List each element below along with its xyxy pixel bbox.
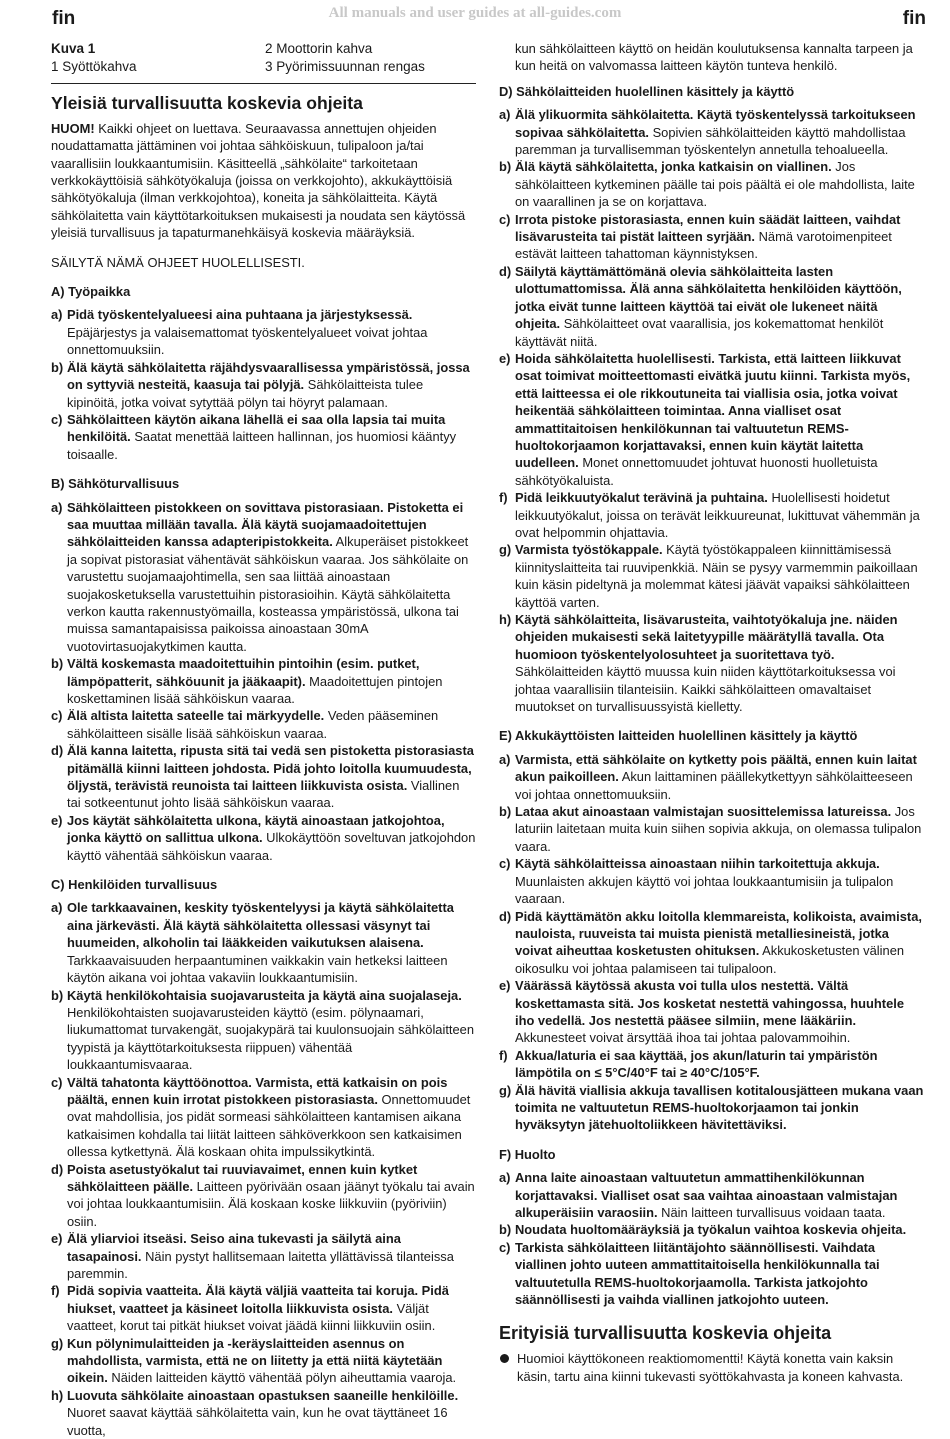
item-bold-text: Käytä henkilökohtaisia suojavarusteita ja käytä aina suojalaseja. xyxy=(67,987,462,1003)
item-bold-text: Älä ylikuormita sähkölaitetta. Käytä työskentelyssä tarkoitukseen sopivaa sähkölaitetta. xyxy=(515,107,916,140)
section-item xyxy=(51,1282,476,1334)
item-letter: e) xyxy=(51,812,63,828)
item-text: Huolellisesti hoidetut leikkuutyökalut, joissa on terävät leikkuureunat, lukittuvat vähemmän ja ovat helpommin ohjattavia. xyxy=(515,490,920,540)
item-bold-text: Luovuta sähkölaite ainoastaan opastuksen saaneille henkilöille. xyxy=(67,1387,459,1403)
item-text: Jos sähkölaitteen kytkeminen päälle tai pois päältä ei ole mahdollista, laite on vaarallinen ja se on korjattava. xyxy=(515,159,915,210)
left-column xyxy=(51,40,476,1439)
section-item xyxy=(499,1221,925,1238)
section-item xyxy=(51,1230,476,1282)
item-letter: c) xyxy=(499,856,511,872)
section-c-continued: kun sähkölaitteen käyttö on heidän koulutuksensa kannalta tarpeen ja kun heitä on valvomassa laitteen käytön tunteva henkilö. xyxy=(515,41,913,74)
item-letter: b) xyxy=(51,359,64,375)
section-heading: E) Akkukäyttöisten laitteiden huolellinen käsittely ja käyttö xyxy=(499,728,858,744)
item-body xyxy=(515,158,925,210)
section-item xyxy=(51,1074,476,1161)
item-body xyxy=(67,411,476,463)
item-text: Nuoret saavat käyttää sähkölaitetta vain, kun he ovat täyttäneet 16 vuotta, xyxy=(67,1405,448,1438)
special-safety-title: Erityisiä turvallisuutta koskevia ohjeita xyxy=(499,1323,832,1344)
item-bold-text: Älä kanna laitetta, ripusta sitä tai vedä sen pistoketta pistorasiasta pitämällä kiinni laitteen johdosta. Pidä johto loitolla kuumuudesta, öljystä, terävistä reunoista tai laitteen liikkuvista osista. xyxy=(67,743,474,794)
item-letter: h) xyxy=(499,612,512,627)
item-text: Veden pääseminen sähkölaitteen sisälle lisää sähköiskun vaaraa. xyxy=(67,708,439,741)
section-item xyxy=(499,908,925,978)
item-bold-text: Käytä sähkölaitteissa ainoastaan niihin tarkoitettuja akkuja. xyxy=(515,856,880,872)
section-heading: D) Sähkölaitteiden huolellinen käsittely ja käyttö xyxy=(499,83,795,99)
section-item xyxy=(499,489,925,541)
item-body xyxy=(67,1230,476,1282)
section-item xyxy=(499,1169,925,1221)
item-letter: a) xyxy=(499,751,511,767)
item-text: Tarkkaavaisuuden herpaantuminen vaikkakin vain hetkeksi laitteen käytön aikana voi johtaa vakaviin loukkaantumisiin. xyxy=(67,952,448,986)
section-item xyxy=(499,1082,925,1134)
item-text: Akkukosketusten välinen oikosulku voi johtaa palamiseen tai tulipaloon. xyxy=(515,943,905,976)
item-letter: b) xyxy=(51,987,64,1003)
item-letter: a) xyxy=(499,1170,511,1186)
item-body xyxy=(67,306,476,358)
section-item xyxy=(51,899,476,986)
section-item xyxy=(51,655,476,707)
item-body xyxy=(515,1082,925,1134)
item-body xyxy=(67,1161,476,1231)
item-bold-text: Älä hävitä viallisia akkuja tavallisen kotitalousjätteen mukana vaan toimita ne valtuutetun REMS-huoltokorjaamon tai jonkin hyväksytyn jätehuoltoliikkeen hävitettäviksi. xyxy=(515,1082,924,1133)
item-body xyxy=(67,359,476,411)
item-bold-text: Älä yliarvioi itseäsi. Seiso aina tukevasti ja säilytä aina tasapainosi. xyxy=(67,1231,401,1264)
huom-label: HUOM! xyxy=(51,120,95,136)
item-body xyxy=(515,1169,925,1221)
item-bold-text: Älä altista laitetta sateelle tai märkyydelle. xyxy=(67,708,325,724)
item-letter: d) xyxy=(51,743,64,759)
item-letter: g) xyxy=(499,1082,512,1098)
section-item xyxy=(499,263,925,350)
keep-instructions: SÄILYTÄ NÄMÄ OHJEET HUOLELLISESTI. xyxy=(51,254,305,270)
section-item xyxy=(51,411,476,463)
section-item xyxy=(499,541,925,611)
item-body xyxy=(515,803,925,855)
bullet-icon xyxy=(500,1354,509,1363)
item-body xyxy=(515,1221,925,1238)
item-letter: g) xyxy=(499,542,512,558)
section-item xyxy=(51,1335,476,1387)
item-bold-text: Pidä työskentelyalueesi aina puhtaana ja järjestyksessä. xyxy=(67,307,413,323)
section-d xyxy=(499,83,925,716)
item-letter: a) xyxy=(51,307,63,323)
item-text: Monet onnettomuudet johtuvat huonosti huolletuista sähkötyökaluista. xyxy=(515,455,878,488)
item-bold-text: Anna laite ainoastaan valtuutetun ammattihenkilökunnan korjattavaksi. Vialliset osat saa vaihtaa ainoastaan valmistajan alkuperäisiin varaosiin. xyxy=(515,1170,898,1220)
item-letter: b) xyxy=(499,804,512,820)
item-letter: c) xyxy=(51,1074,63,1090)
item-letter: a) xyxy=(51,900,63,916)
item-text: Henkilökohtaisten suojavarusteiden käyttö (esim. pölynaamari, liukumattomat turvakengät, suojakypärä tai kuulonsuojain sähkölaitteen tyypistä ja käyttötarkoituksesta riippuen) vähentää loukkaantumisvaaraa. xyxy=(67,1004,475,1073)
item-bold-text: Sähkölaitteen käytön aikana lähellä ei saa olla lapsia tai muita henkilöitä. xyxy=(67,411,446,445)
item-body xyxy=(67,1387,476,1439)
item-letter: g) xyxy=(51,1335,64,1351)
section-item xyxy=(499,1239,925,1309)
item-bold-text: Pidä leikkuutyökalut terävinä ja puhtaina. xyxy=(515,490,768,506)
item-body xyxy=(67,987,476,1074)
item-text: Sähkölaitteet ovat vaarallisia, jos kokemattomat henkilöt käyttävät niitä. xyxy=(515,316,884,349)
item-letter: e) xyxy=(499,978,511,994)
section-a xyxy=(51,283,476,463)
page-language-right: fin xyxy=(902,8,926,29)
figure-title: Kuva 1 xyxy=(51,41,96,56)
figure-caption-row-1 xyxy=(51,40,476,58)
page-language-left: fin xyxy=(52,8,76,29)
divider xyxy=(51,83,476,84)
item-letter: c) xyxy=(499,1239,511,1255)
section-item xyxy=(51,499,476,656)
item-letter: c) xyxy=(51,411,63,427)
item-bold-text: Säilytä käyttämättömänä olevia sähkölaitteita lasten ulottumattomissa. Älä anna sähkölaitetta henkilöiden käyttöön, jotka eivät tunne laitteen käyttöä tai eivät ole lukeneet näitä ohjeita. xyxy=(515,263,902,332)
section-c xyxy=(51,876,476,1439)
item-bold-text: Lataa akut ainoastaan valmistajan suosittelemissa latureissa. xyxy=(515,804,892,820)
figure-part-1: 1 Syöttökahva xyxy=(51,59,137,75)
item-letter: e) xyxy=(499,350,511,366)
item-text: Käytä työstökappaleen kiinnittämisessä kiinnityslaitteita tai ruuvipenkkiä. Näin se pysyy varmemmin paikoillaan kuin käsin pideltynä ja molemmat kätesi jäävät vapaiksi sähkölaitteen käyttöä varten. xyxy=(515,542,918,610)
section-e xyxy=(499,727,925,1133)
section-item xyxy=(499,751,925,803)
section-item xyxy=(51,707,476,742)
item-letter: c) xyxy=(499,211,511,227)
item-body xyxy=(515,855,925,907)
section-item xyxy=(499,350,925,489)
item-text: Onnettomuudet ovat mahdollisia, jos pidät sormeasi sähkölaitteen kantamisen aikana katkaisimen kohdalla tai liität laitteen sähköverkkoon sen katkaisimen ollessa kytkettynä. Älä koskaan ohita impulssikytkintä. xyxy=(67,1091,471,1160)
section-item xyxy=(51,742,476,812)
item-bold-text: Kun pölynimulaitteiden ja -keräyslaitteiden asennus on mahdollista, varmista, että ne on liitetty ja että niitä käytetään oikein. xyxy=(67,1335,443,1386)
item-body xyxy=(515,211,925,263)
section-item xyxy=(51,306,476,358)
section-heading: F) Huolto xyxy=(499,1146,556,1162)
item-text: Akun laittaminen päällekytkettyyn sähkölaitteeseen voi johtaa onnettomuuksiin. xyxy=(515,769,913,802)
general-intro xyxy=(51,120,476,242)
item-letter: h) xyxy=(51,1387,64,1403)
item-bold-text: Sähkölaitteen pistokkeen on sovittava pistorasiaan. Pistoketta ei saa muuttaa millään tavalla. Älä käytä suojamaadoitettujen sähkölaitteiden kanssa adapteripistokkeita. xyxy=(67,499,464,550)
item-body xyxy=(515,106,925,158)
item-letter: a) xyxy=(499,107,511,123)
item-bold-text: Hoida sähkölaitetta huolellisesti. Tarkista, että laitteen liikkuvat osat toimivat moitteettomasti eivätkä juutu kiinni. Tarkista myös, että laitteessa ei ole rikkoutuneita tai viallisia osia, jotka voivat heikentää sähkölaitteen toimintaa. Anna vialliset osat ammattitaitoisen henkilökunnan tai valtuutetun REMS-huoltokorjaamon korjattavaksi, ennen kuin käytät laitetta uudelleen. xyxy=(515,350,911,471)
item-text: Väljät vaatteet, korut tai pitkät hiukset voivat jäädä kiinni liikkuviin osiin. xyxy=(67,1300,436,1334)
section-item xyxy=(51,1387,476,1439)
item-bold-text: Väärässä käytössä akusta voi tulla ulos nestettä. Vältä koskettamasta sitä. Jos kosketat nestettä vahingossa, huuhtele iho vedellä. Jos nestettä pääsee silmiin, mene lääkäriin. xyxy=(515,978,905,1028)
item-text: Näin pystyt hallitsemaan laitetta yllättävissä tilanteissa paremmin. xyxy=(67,1248,454,1281)
figure-part-3: 3 Pyörimissuunnan rengas xyxy=(265,59,425,75)
item-letter: c) xyxy=(51,708,63,724)
item-body xyxy=(515,350,925,489)
item-bold-text: Vältä koskemasta maadoitettuihin pintoihin (esim. putket, lämpöpatterit, sähköuunit ja jääkaapit). xyxy=(67,656,420,689)
item-bold-text: Jos käytät sähkölaitetta ulkona, käytä ainoastaan jatkojohtoa, jonka käyttö on sallittua ulkona. xyxy=(67,812,445,846)
item-body xyxy=(515,1047,925,1082)
item-body xyxy=(515,751,925,803)
item-text: Laitteen pyörivään osaan jäänyt työkalu tai avain voi johtaa loukkaantumisiin. Älä koskaan koske liikkuviin (pyöriviin) osiin. xyxy=(67,1178,475,1229)
item-body xyxy=(515,263,925,350)
item-body xyxy=(515,908,925,978)
item-bold-text: Tarkista sähkölaitteen liitäntäjohto säännöllisesti. Vaihdata viallinen johto uuteen ammattitaitoisella henkilökunnalla tai valtuutetulla REMS-huoltokorjaamolla. Tarkista jatkojohto säännöllisesti ja vaihda viallinen jatkojohto uuteen. xyxy=(515,1239,880,1308)
section-heading: C) Henkilöiden turvallisuus xyxy=(51,877,218,893)
section-item xyxy=(499,1047,925,1082)
item-body xyxy=(67,899,476,986)
item-bold-text: Akkua/laturia ei saa käyttää, jos akun/laturin tai ympäristön lämpötila on ≤ 5°C/40°F tai ≥ 40°C/105°F. xyxy=(515,1047,878,1081)
section-item xyxy=(51,1161,476,1231)
item-body xyxy=(515,541,925,611)
item-body xyxy=(67,499,476,656)
item-bold-text: Irrota pistoke pistorasiasta, ennen kuin säädät laitteen, vaihdat lisävarusteita tai pistät laitteen syrjään. xyxy=(515,211,901,245)
item-letter: e) xyxy=(51,1231,63,1247)
section-heading: A) Työpaikka xyxy=(51,284,131,300)
right-column xyxy=(499,40,925,1385)
item-letter: b) xyxy=(499,159,512,175)
item-letter: a) xyxy=(51,499,63,515)
section-f xyxy=(499,1146,925,1309)
item-bold-text: Noudata huoltomääräyksiä ja työkalun vaihtoa koskevia ohjeita. xyxy=(515,1222,907,1238)
item-letter: f) xyxy=(499,490,508,506)
item-body xyxy=(67,1335,476,1387)
item-text: Näin laitteen turvallisuus voidaan taata. xyxy=(657,1205,886,1220)
item-bold-text: Ole tarkkaavainen, keskity työskentelyysi ja käytä sähkölaitetta aina järkevästi. Älä käytä sähkölaitetta ollessasi väsynyt tai huumeiden, alkoholin tai lääkkeiden vaikutuksen alaisena. xyxy=(67,900,454,951)
item-text: Akkunesteet voivat ärsyttää ihoa tai johtaa palovammoihin. xyxy=(515,1030,851,1046)
item-letter: d) xyxy=(51,1161,64,1177)
item-body xyxy=(67,1074,476,1161)
item-text: Saatat menettää laitteen hallinnan, jos huomiosi kääntyy toisaalle. xyxy=(67,429,457,462)
item-letter: d) xyxy=(499,263,512,279)
item-bold-text: Älä käytä sähkölaitetta räjähdysvaarallisessa ympäristössä, jossa on syttyviä nesteitä, kaasuja tai pölyjä. xyxy=(67,359,470,393)
item-text: Sähkölaitteiden käyttö muussa kuin niiden käyttötarkoituksessa voi johtaa vaarallisiin tilanteisiin. Kaikki sähkölaitteen omavaltaiset muutokset on turvallisuussyistä kielletty. xyxy=(515,664,896,715)
section-item xyxy=(499,106,925,158)
item-bold-text: Älä käytä sähkölaitetta, jonka katkaisin on viallinen. xyxy=(515,159,832,175)
item-letter: d) xyxy=(499,908,512,924)
item-bold-text: Vältä tahatonta käyttöönottoa. Varmista, että katkaisin on pois päältä, ennen kuin irrotat pistokkeen pistorasiasta. xyxy=(67,1074,448,1107)
item-body xyxy=(515,1239,925,1309)
section-item xyxy=(499,158,925,210)
item-letter: f) xyxy=(51,1283,60,1299)
item-body xyxy=(67,812,476,864)
item-text: Sähkölaitteista tulee kipinöitä, jotka voivat sytyttää pölyn tai höyryt palamaan. xyxy=(67,377,424,410)
item-text: Epäjärjestys ja valaisemattomat työskentelyalueet voivat johtaa onnettomuuksiin. xyxy=(67,324,428,358)
special-bullet-text: Huomioi käyttökoneen reaktiomomentti! Käytä konetta vain kaksin käsin, tartu aina kiinni tukevasti syöttökahvasta ja koneen kahvasta. xyxy=(517,1351,904,1384)
item-body xyxy=(515,611,925,715)
item-text: Alkuperäiset pistokkeet ja sopivat pistorasiat vähentävät sähköiskun vaaraa. Jos sähkölaite on varustettu suojamaajohtimella, sen saa liittää ainoastaan suojakosketuksella varustettuihin pistorasioihin. Käytä sähkölaitetta verkon kautta rakennustyömailla, kosteassa ympäristössä, ulkona tai muissa samantapaisissa paikoissa ainoastaan 30mA vuotovirtasuojakytkimen kautta. xyxy=(67,534,469,654)
item-letter: f) xyxy=(499,1047,508,1063)
figure-caption-row-2 xyxy=(51,58,476,76)
item-text: Maadoitettujen pintojen koskettaminen lisää sähköiskun vaaraa. xyxy=(67,673,443,706)
item-text: Sopivien sähkölaitteiden käyttö mahdollistaa paremman ja turvallisemman työskentelyn annetulla tehoalueella. xyxy=(515,124,906,158)
section-b xyxy=(51,475,476,864)
section-item xyxy=(499,855,925,907)
item-bold-text: Käytä sähkölaitteita, lisävarusteita, vaihtotyökaluja jne. näiden ohjeiden mukaisesti sekä laitetyypille määrätyllä tavalla. Ota huomioon työskentelyolosuhteet ja suoritettava työ. xyxy=(515,612,898,662)
section-item xyxy=(51,812,476,864)
item-text: Muunlaisten akkujen käyttö voi johtaa loukkaantumisiin ja tulipalon vaaraan. xyxy=(515,873,894,907)
item-body xyxy=(67,742,476,812)
section-item xyxy=(499,611,925,715)
huom-text: Kaikki ohjeet on luettava. Seuraavassa annettujen ohjeiden noudattamatta jättäminen voi johtaa sähköiskuun, tulipaloon ja/tai vaarallisiin loukkaantumisiin. Käsitteellä „sähkölaite“ tarkoitetaan verkkokäyttöisiä sähkötyökaluja (joissa on verkkojohto), akkukäyttöisiä sähkötyökaluja (ilman verkkojohtoa), koneita ja sähkölaitteita. Käytä sähkölaitetta vain käyttötarkoituksen mukaisesti ja noudata sen käytössä yleisiä turvallisuus ja tapaturmanehkäisyä koskevia määräyksiä. xyxy=(51,120,466,241)
item-bold-text: Pidä sopivia vaatteita. Älä käytä väljiä vaatteita tai koruja. Pidä hiukset, vaatteet ja käsineet loitolla liikkuvista osista. xyxy=(67,1283,449,1316)
item-text: Viallinen tai sotkeentunut johto lisää sähköiskun vaaraa. xyxy=(67,778,460,811)
item-letter: b) xyxy=(51,656,64,672)
item-text: Ulkokäyttöön soveltuvan jatkojohdon käyttö vähentää sähköiskun vaaraa. xyxy=(67,830,476,863)
item-body xyxy=(67,707,476,742)
section-item xyxy=(51,359,476,411)
item-bold-text: Pidä käyttämätön akku loitolla klemmareista, kolikoista, avaimista, nauloista, ruuveista tai muista pienistä metalliesineistä, jotka voivat aiheuttaa kosketusten ohituksen. xyxy=(515,908,922,959)
section-item xyxy=(499,803,925,855)
watermark: All manuals and user guides at all-guides.com xyxy=(328,5,622,21)
item-body xyxy=(515,977,925,1047)
item-text: Jos laturiin laitetaan muita kuin siihen sopivia akkuja, on olemassa tulipalon vaara. xyxy=(515,804,922,854)
item-body xyxy=(515,489,925,541)
item-letter: b) xyxy=(499,1222,512,1238)
item-bold-text: Poista asetustyökalut tai ruuviavaimet, ennen kuin kytket sähkölaitteen päälle. xyxy=(67,1161,418,1194)
item-bold-text: Varmista työstökappale. xyxy=(515,542,663,558)
section-item xyxy=(499,211,925,263)
figure-part-2: 2 Moottorin kahva xyxy=(265,41,373,56)
item-text: Näiden laitteiden käyttö vähentää pölyn aiheuttamia vaaroja. xyxy=(107,1370,457,1386)
general-safety-title: Yleisiä turvallisuutta koskevia ohjeita xyxy=(51,92,363,113)
section-item xyxy=(51,987,476,1074)
item-text: Nämä varotoimenpiteet estävät laitteen tahattoman käynnistyksen. xyxy=(515,229,892,262)
section-item xyxy=(499,977,925,1047)
item-body xyxy=(67,1282,476,1334)
item-body xyxy=(67,655,476,707)
section-heading: B) Sähköturvallisuus xyxy=(51,476,180,492)
item-bold-text: Varmista, että sähkölaite on kytketty pois päältä, ennen kuin laitat akun paikoilleen. xyxy=(515,751,917,785)
